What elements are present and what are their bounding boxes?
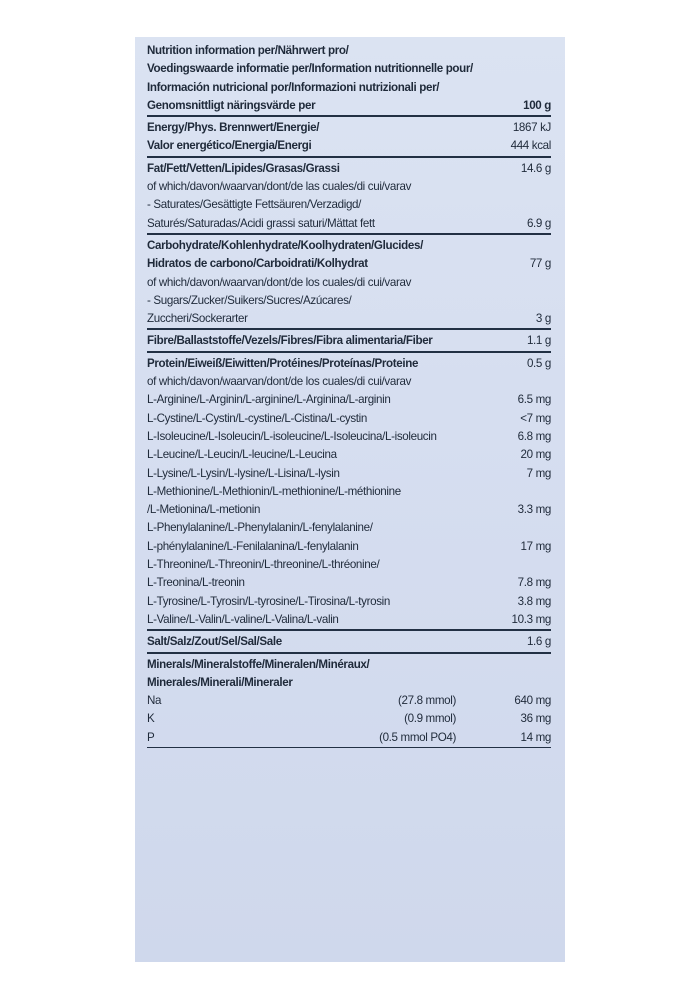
salt-label: Salt/Salz/Zout/Sel/Sal/Sale [147,635,282,649]
mineral-row [147,729,551,747]
mineral-row [147,692,551,710]
amino-row [147,574,551,592]
amino-label: L-Isoleucine/L-Isoleucin/L-isoleucine/L-Isoleucina/L-isoleucin [147,429,437,443]
mineral-name: Na [147,694,162,708]
fibre-section [147,330,551,352]
header-line: Voedingswaarde informatie per/Information nutritionnelle pour/ [147,62,473,76]
amino-value: <7 mg [520,411,551,425]
fibre-value: 1.1 g [526,334,551,348]
amino-row [147,465,551,483]
amino-value: 10.3 mg [511,612,551,626]
energy-section [147,117,551,158]
amino-label: L-Phenylalanine/L-Phenylalanin/L-fenylalanine/ [147,521,373,535]
carbohydrate-label: Carbohydrate/Kohlenhydrate/Koolhydraten/Glucides/ [147,238,423,252]
fat-label: Fat/Fett/Vetten/Lipides/Grasas/Grassi [147,161,340,175]
fat-value: 14.6 g [520,161,551,175]
amino-row [147,446,551,464]
amino-row [147,593,551,611]
saturates-value: 6.9 g [526,216,551,230]
nutrition-label [147,42,551,748]
of-which-label: of which/davon/waarvan/dont/de las cuales/di cui/varav [147,180,412,194]
header-last-row [147,97,551,117]
mineral-row [147,710,551,728]
amino-value: 7.8 mg [517,576,551,590]
amino-value: 20 mg [520,448,551,462]
energy-kcal: 444 kcal [510,139,551,153]
protein-section [147,353,551,631]
header-line: Información nutricional por/Informazioni nutrizionali per/ [147,80,440,94]
minerals-section [147,654,551,748]
sugars-label: Zuccheri/Sockerarter [147,312,248,326]
header-line: Genomsnittligt näringsvärde per [147,98,316,112]
of-which-label: of which/davon/waarvan/dont/de los cuales/di cui/varav [147,375,412,389]
mineral-mmol: (0.9 mmol) [404,712,456,726]
sugars-label: - Sugars/Zucker/Suikers/Sucres/Azúcares/ [147,293,352,307]
mineral-value: 36 mg [520,712,551,726]
amino-label: L-Methionine/L-Methionin/L-methionine/L-méthionine [147,484,401,498]
fat-section [147,158,551,235]
header [147,42,551,117]
mineral-name: K [147,712,155,726]
sugars-value: 3 g [535,312,551,326]
amino-label: /L-Metionina/L-metionin [147,503,261,517]
amino-label: L-phénylalanine/L-Fenilalanina/L-fenylalanin [147,539,359,553]
salt-value: 1.6 g [526,635,551,649]
amino-value: 17 mg [520,539,551,553]
mineral-mmol: (27.8 mmol) [398,694,456,708]
mineral-value: 14 mg [520,730,551,744]
amino-row [147,410,551,428]
mineral-value: 640 mg [514,694,551,708]
carbohydrate-label: Hidratos de carbono/Carboidrati/Kolhydrat [147,257,368,271]
minerals-label: Minerales/Minerali/Mineraler [147,675,293,689]
amino-label: L-Lysine/L-Lysin/L-lysine/L-Lisina/L-lysin [147,466,340,480]
carbohydrate-value: 77 g [529,257,551,271]
energy-label: Energy/Phys. Brennwert/Energie/ [147,121,320,135]
header-line: Nutrition information per/Nährwert pro/ [147,44,349,57]
amino-label: L-Valine/L-Valin/L-valine/L-Valina/L-valin [147,612,339,626]
amino-value: 6.5 mg [517,393,551,407]
energy-kj: 1867 kJ [512,121,551,135]
carbohydrate-section [147,235,551,330]
amino-label: L-Threonine/L-Threonin/L-threonine/L-thréonine/ [147,558,380,572]
amino-label: L-Cystine/L-Cystin/L-cystine/L-Cistina/L-cystin [147,411,368,425]
mineral-mmol: (0.5 mmol PO4) [379,730,456,744]
amino-row [147,501,551,519]
amino-label: L-Arginine/L-Arginin/L-arginine/L-Arginina/L-arginin [147,393,391,407]
saturates-label: Saturés/Saturadas/Acidi grassi saturi/Mättat fett [147,216,375,230]
mineral-name: P [147,730,155,744]
minerals-label: Minerals/Mineralstoffe/Mineralen/Minéraux/ [147,657,370,671]
amino-value: 3.3 mg [517,503,551,517]
amino-row [147,391,551,409]
energy-label: Valor energético/Energia/Energi [147,139,312,153]
amino-row [147,611,551,629]
salt-section [147,631,551,653]
amino-row [147,538,551,556]
amino-value: 3.8 mg [517,594,551,608]
amino-row [147,428,551,446]
protein-value: 0.5 g [526,356,551,370]
amino-value: 7 mg [526,466,551,480]
of-which-label: of which/davon/waarvan/dont/de los cuales/di cui/varav [147,275,412,289]
fibre-label: Fibre/Ballaststoffe/Vezels/Fibres/Fibra alimentaria/Fiber [147,334,433,348]
amino-label: L-Tyrosine/L-Tyrosin/L-tyrosine/L-Tirosina/L-tyrosin [147,594,390,608]
saturates-label: - Saturates/Gesättigte Fettsäuren/Verzadigd/ [147,198,362,212]
protein-label: Protein/Eiweiß/Eiwitten/Protéines/Proteínas/Proteine [147,356,419,370]
amino-value: 6.8 mg [517,429,551,443]
amino-label: L-Leucine/L-Leucin/L-leucine/L-Leucina [147,448,337,462]
amino-label: L-Treonina/L-treonin [147,576,245,590]
per-amount: 100 g [523,98,551,112]
